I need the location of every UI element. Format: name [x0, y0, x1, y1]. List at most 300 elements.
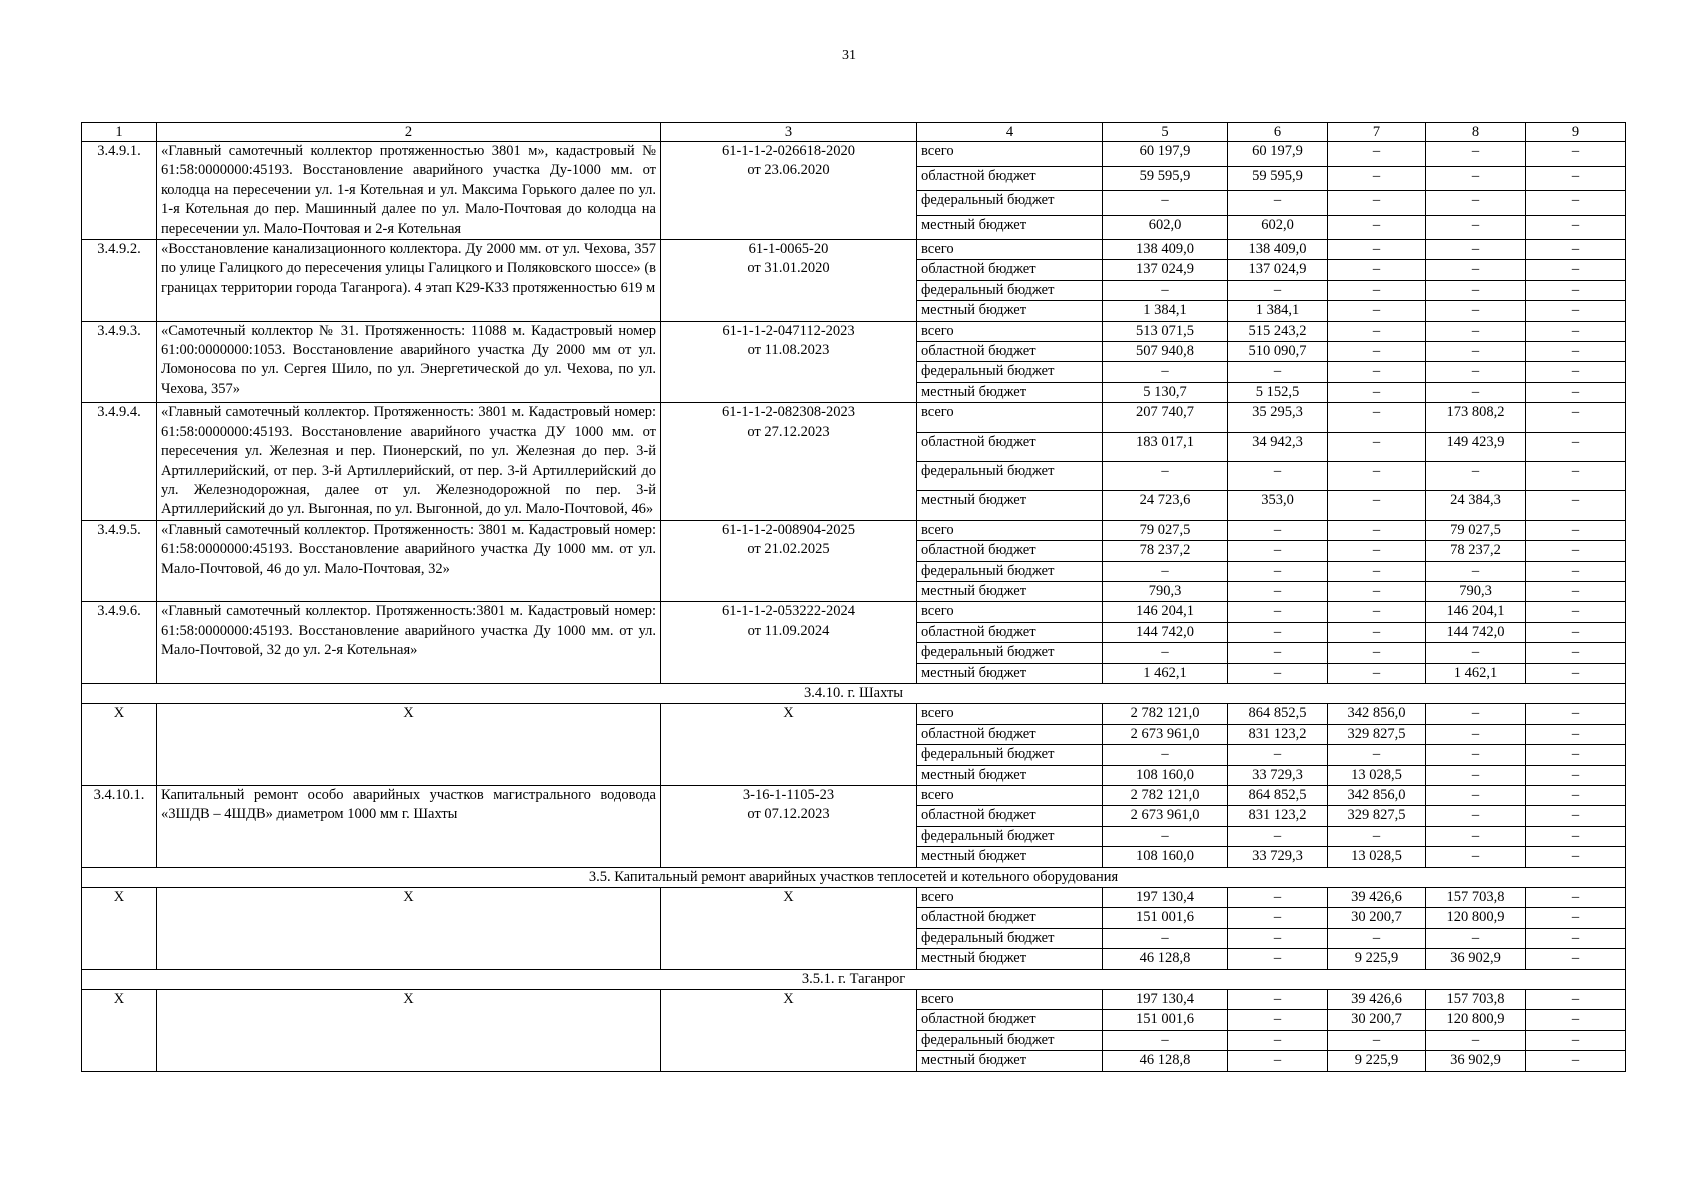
value-cell: –: [1426, 260, 1526, 280]
value-cell: 24 723,6: [1103, 491, 1228, 520]
value-cell: 78 237,2: [1103, 541, 1228, 561]
value-cell: –: [1526, 142, 1626, 167]
value-cell: –: [1426, 342, 1526, 362]
value-cell: –: [1426, 301, 1526, 321]
value-cell: –: [1228, 541, 1328, 561]
column-header: 7: [1328, 123, 1426, 142]
value-cell: –: [1228, 1010, 1328, 1030]
value-cell: 35 295,3: [1228, 403, 1328, 432]
value-cell: –: [1228, 561, 1328, 581]
budget-label: федеральный бюджет: [917, 826, 1103, 846]
value-cell: –: [1526, 928, 1626, 948]
value-cell: –: [1228, 1051, 1328, 1071]
value-cell: –: [1426, 462, 1526, 491]
reference-line: от 23.06.2020: [747, 162, 830, 179]
budget-label: федеральный бюджет: [917, 1030, 1103, 1050]
item-description: «Главный самотечный коллектор. Протяженность: 3801 м. Кадастровый номер: 61:58:0000000:45193. Восстановление аварийного участка ДУ 1000 мм. от пересечения ул. Железная и пер. Пионерский, по ул. Железная до пер. 3-й Артиллерийский, от пер. 3-й Артиллерийский, от пер. 3-й Артиллерийский до ул. Железнодорожная, далее от ул. Железнодорожной по пер. 3-й Артиллерийский до ул. Выгонная, по ул. Выгонной, до ул. Мало-Почтовой, 46»: [157, 403, 661, 520]
value-cell: –: [1328, 622, 1426, 642]
budget-label: всего: [917, 786, 1103, 806]
item-reference: [661, 403, 917, 520]
value-cell: –: [1526, 663, 1626, 683]
item-reference: [661, 520, 917, 602]
value-cell: 137 024,9: [1228, 260, 1328, 280]
value-cell: –: [1328, 581, 1426, 601]
value-cell: –: [1426, 826, 1526, 846]
table-row: [82, 142, 1626, 167]
value-cell: –: [1328, 602, 1426, 622]
value-cell: –: [1103, 462, 1228, 491]
table-row: [82, 520, 1626, 540]
value-cell: –: [1103, 561, 1228, 581]
budget-label: областной бюджет: [917, 166, 1103, 191]
value-cell: 79 027,5: [1426, 520, 1526, 540]
value-cell: –: [1426, 643, 1526, 663]
value-cell: –: [1103, 745, 1228, 765]
budget-label: местный бюджет: [917, 847, 1103, 867]
item-number: 3.4.9.2.: [82, 240, 157, 322]
section-title: 3.5. Капитальный ремонт аварийных участков теплосетей и котельного оборудования: [82, 867, 1626, 887]
budget-table: [81, 122, 1626, 1072]
section-title: 3.4.10. г. Шахты: [82, 683, 1626, 703]
value-cell: 151 001,6: [1103, 1010, 1228, 1030]
value-cell: 207 740,7: [1103, 403, 1228, 432]
budget-label: федеральный бюджет: [917, 362, 1103, 382]
value-cell: –: [1328, 342, 1426, 362]
value-cell: –: [1526, 1010, 1626, 1030]
value-cell: 108 160,0: [1103, 847, 1228, 867]
value-cell: 1 462,1: [1103, 663, 1228, 683]
reference-line: 61-1-1-2-008904-2025: [722, 521, 855, 538]
page-number: 31: [842, 48, 856, 63]
column-header-row: [82, 123, 1626, 142]
value-cell: 342 856,0: [1328, 704, 1426, 724]
value-cell: 120 800,9: [1426, 1010, 1526, 1030]
item-description: Х: [157, 704, 661, 786]
value-cell: –: [1426, 806, 1526, 826]
item-number: Х: [82, 888, 157, 970]
value-cell: 149 423,9: [1426, 432, 1526, 461]
value-cell: –: [1526, 462, 1626, 491]
value-cell: 30 200,7: [1328, 908, 1426, 928]
budget-label: всего: [917, 602, 1103, 622]
budget-label: областной бюджет: [917, 260, 1103, 280]
value-cell: 5 130,7: [1103, 382, 1228, 402]
reference-line: 61-1-0065-20: [748, 241, 829, 258]
value-cell: –: [1526, 260, 1626, 280]
value-cell: –: [1426, 382, 1526, 402]
value-cell: 831 123,2: [1228, 806, 1328, 826]
value-cell: –: [1228, 643, 1328, 663]
item-reference: [661, 321, 917, 403]
value-cell: –: [1426, 166, 1526, 191]
item-number: Х: [82, 704, 157, 786]
value-cell: 790,3: [1103, 581, 1228, 601]
value-cell: –: [1328, 215, 1426, 240]
value-cell: –: [1426, 362, 1526, 382]
value-cell: –: [1426, 704, 1526, 724]
value-cell: –: [1426, 765, 1526, 785]
column-header: 6: [1228, 123, 1328, 142]
value-cell: –: [1526, 362, 1626, 382]
item-description: Х: [157, 990, 661, 1072]
value-cell: 513 071,5: [1103, 321, 1228, 341]
value-cell: –: [1328, 643, 1426, 663]
item-number: 3.4.9.5.: [82, 520, 157, 602]
item-number: 3.4.9.3.: [82, 321, 157, 403]
item-description: «Главный самотечный коллектор протяженностью 3801 м», кадастровый № 61:58:0000000:45193. Восстановление аварийного участка Ду-1000 мм. от колодца на пересечении ул. 1-я Котельная и ул. Максима Горького далее по ул. 1-я Котельная до пер. Машинный далее по ул. Мало-Почтовая до колодца на пересечении ул. Мало-Почтовая и 2-я Котельная: [157, 142, 661, 240]
budget-label: всего: [917, 520, 1103, 540]
value-cell: 137 024,9: [1103, 260, 1228, 280]
column-header: 5: [1103, 123, 1228, 142]
budget-label: всего: [917, 321, 1103, 341]
value-cell: –: [1526, 990, 1626, 1010]
value-cell: 329 827,5: [1328, 724, 1426, 744]
value-cell: 13 028,5: [1328, 847, 1426, 867]
reference-line: от 27.12.2023: [747, 423, 830, 440]
value-cell: –: [1228, 990, 1328, 1010]
budget-label: областной бюджет: [917, 1010, 1103, 1030]
section-title: 3.5.1. г. Таганрог: [82, 969, 1626, 989]
reference-line: 3-16-1-1105-23: [742, 787, 835, 803]
value-cell: –: [1526, 520, 1626, 540]
item-description: «Самотечный коллектор № 31. Протяженность: 11088 м. Кадастровый номер 61:00:0000000:1053. Восстановление аварийного участка Ду 2000 мм от ул. Ломоносова по ул. Сергея Шило, по ул. Энергетической до ул. Чехова, по ул. Чехова, 357»: [157, 321, 661, 403]
value-cell: –: [1526, 166, 1626, 191]
value-cell: 144 742,0: [1103, 622, 1228, 642]
budget-label: всего: [917, 704, 1103, 724]
value-cell: –: [1526, 622, 1626, 642]
column-header: 4: [917, 123, 1103, 142]
value-cell: –: [1228, 826, 1328, 846]
value-cell: –: [1426, 724, 1526, 744]
value-cell: –: [1526, 704, 1626, 724]
column-header: 3: [661, 123, 917, 142]
value-cell: –: [1328, 166, 1426, 191]
value-cell: 2 673 961,0: [1103, 724, 1228, 744]
budget-label: областной бюджет: [917, 908, 1103, 928]
value-cell: –: [1328, 491, 1426, 520]
value-cell: –: [1526, 491, 1626, 520]
value-cell: –: [1526, 321, 1626, 341]
budget-label: федеральный бюджет: [917, 561, 1103, 581]
budget-label: областной бюджет: [917, 342, 1103, 362]
value-cell: 353,0: [1228, 491, 1328, 520]
value-cell: 151 001,6: [1103, 908, 1228, 928]
value-cell: –: [1328, 321, 1426, 341]
value-cell: 2 673 961,0: [1103, 806, 1228, 826]
value-cell: 79 027,5: [1103, 520, 1228, 540]
value-cell: –: [1103, 826, 1228, 846]
value-cell: –: [1426, 561, 1526, 581]
table-row: [82, 704, 1626, 724]
value-cell: 108 160,0: [1103, 765, 1228, 785]
value-cell: 9 225,9: [1328, 949, 1426, 969]
value-cell: –: [1103, 928, 1228, 948]
reference-line: 61-1-1-2-053222-2024: [722, 603, 855, 620]
value-cell: –: [1228, 191, 1328, 216]
value-cell: 5 152,5: [1228, 382, 1328, 402]
budget-label: местный бюджет: [917, 301, 1103, 321]
budget-label: федеральный бюджет: [917, 928, 1103, 948]
budget-label: федеральный бюджет: [917, 643, 1103, 663]
value-cell: –: [1228, 949, 1328, 969]
value-cell: 59 595,9: [1228, 166, 1328, 191]
table-row: [82, 602, 1626, 622]
value-cell: 507 940,8: [1103, 342, 1228, 362]
reference-line: Х: [783, 991, 794, 1008]
table-row: [82, 403, 1626, 432]
value-cell: –: [1228, 1030, 1328, 1050]
value-cell: –: [1526, 301, 1626, 321]
value-cell: –: [1228, 663, 1328, 683]
value-cell: 146 204,1: [1103, 602, 1228, 622]
value-cell: 790,3: [1426, 581, 1526, 601]
value-cell: –: [1228, 888, 1328, 908]
budget-label: областной бюджет: [917, 432, 1103, 461]
value-cell: –: [1328, 663, 1426, 683]
section-row: [82, 867, 1626, 887]
table-row: [82, 990, 1626, 1010]
value-cell: –: [1328, 280, 1426, 300]
budget-label: областной бюджет: [917, 541, 1103, 561]
budget-label: областной бюджет: [917, 724, 1103, 744]
value-cell: –: [1228, 362, 1328, 382]
value-cell: 59 595,9: [1103, 166, 1228, 191]
value-cell: 138 409,0: [1228, 240, 1328, 260]
value-cell: 39 426,6: [1328, 888, 1426, 908]
value-cell: –: [1526, 342, 1626, 362]
item-description: Капитальный ремонт особо аварийных участков магистрального водовода «3ШДВ – 4ШДВ» диаметром 1000 мм г. Шахты: [157, 786, 661, 868]
value-cell: 864 852,5: [1228, 786, 1328, 806]
value-cell: 60 197,9: [1103, 142, 1228, 167]
value-cell: 831 123,2: [1228, 724, 1328, 744]
budget-label: всего: [917, 403, 1103, 432]
item-reference: [661, 240, 917, 322]
value-cell: –: [1526, 240, 1626, 260]
budget-label: федеральный бюджет: [917, 280, 1103, 300]
item-number: 3.4.9.1.: [82, 142, 157, 240]
value-cell: –: [1103, 362, 1228, 382]
value-cell: –: [1328, 520, 1426, 540]
value-cell: –: [1526, 561, 1626, 581]
item-reference: [661, 786, 917, 868]
reference-line: 61-1-1-2-047112-2023: [722, 322, 855, 339]
value-cell: 342 856,0: [1328, 786, 1426, 806]
value-cell: –: [1328, 432, 1426, 461]
value-cell: 183 017,1: [1103, 432, 1228, 461]
budget-label: всего: [917, 240, 1103, 260]
item-description: «Главный самотечный коллектор. Протяженность:3801 м. Кадастровый номер: 61:58:0000000:45193. Восстановление аварийного участка Ду 1000 мм. от ул. Мало-Почтовой, 32 до ул. 2-я Котельная»: [157, 602, 661, 684]
value-cell: 510 090,7: [1228, 342, 1328, 362]
value-cell: –: [1526, 949, 1626, 969]
item-reference: [661, 142, 917, 240]
budget-label: федеральный бюджет: [917, 745, 1103, 765]
value-cell: –: [1328, 191, 1426, 216]
value-cell: –: [1228, 602, 1328, 622]
value-cell: –: [1526, 724, 1626, 744]
value-cell: 9 225,9: [1328, 1051, 1426, 1071]
item-reference: [661, 602, 917, 684]
value-cell: –: [1103, 280, 1228, 300]
value-cell: 157 703,8: [1426, 888, 1526, 908]
value-cell: 24 384,3: [1426, 491, 1526, 520]
value-cell: –: [1328, 362, 1426, 382]
column-header: 2: [157, 123, 661, 142]
value-cell: –: [1526, 1030, 1626, 1050]
value-cell: 602,0: [1103, 215, 1228, 240]
value-cell: 33 729,3: [1228, 847, 1328, 867]
value-cell: 2 782 121,0: [1103, 704, 1228, 724]
item-number: 3.4.9.4.: [82, 403, 157, 520]
value-cell: –: [1426, 847, 1526, 867]
value-cell: –: [1228, 622, 1328, 642]
value-cell: –: [1328, 260, 1426, 280]
budget-label: местный бюджет: [917, 382, 1103, 402]
budget-label: федеральный бюджет: [917, 462, 1103, 491]
value-cell: –: [1526, 581, 1626, 601]
budget-label: местный бюджет: [917, 491, 1103, 520]
value-cell: 515 243,2: [1228, 321, 1328, 341]
value-cell: 60 197,9: [1228, 142, 1328, 167]
budget-label: федеральный бюджет: [917, 191, 1103, 216]
table-row: [82, 888, 1626, 908]
item-description: Х: [157, 888, 661, 970]
table-row: [82, 786, 1626, 806]
value-cell: –: [1103, 191, 1228, 216]
value-cell: 157 703,8: [1426, 990, 1526, 1010]
item-reference: [661, 990, 917, 1072]
budget-label: всего: [917, 888, 1103, 908]
value-cell: –: [1328, 403, 1426, 432]
value-cell: –: [1526, 215, 1626, 240]
reference-line: от 11.08.2023: [747, 342, 830, 359]
value-cell: –: [1103, 1030, 1228, 1050]
budget-label: местный бюджет: [917, 663, 1103, 683]
value-cell: 2 782 121,0: [1103, 786, 1228, 806]
value-cell: –: [1426, 321, 1526, 341]
value-cell: –: [1526, 765, 1626, 785]
value-cell: –: [1328, 541, 1426, 561]
table-row: [82, 321, 1626, 341]
value-cell: –: [1426, 928, 1526, 948]
item-number: 3.4.10.1.: [82, 786, 157, 868]
value-cell: –: [1426, 142, 1526, 167]
value-cell: –: [1526, 432, 1626, 461]
column-header: 9: [1526, 123, 1626, 142]
value-cell: –: [1426, 745, 1526, 765]
reference-line: от 21.02.2025: [747, 541, 830, 558]
item-number: Х: [82, 990, 157, 1072]
budget-label: местный бюджет: [917, 949, 1103, 969]
value-cell: –: [1526, 643, 1626, 663]
value-cell: 329 827,5: [1328, 806, 1426, 826]
value-cell: 173 808,2: [1426, 403, 1526, 432]
budget-label: местный бюджет: [917, 215, 1103, 240]
value-cell: 1 384,1: [1228, 301, 1328, 321]
value-cell: –: [1526, 541, 1626, 561]
value-cell: –: [1426, 1030, 1526, 1050]
value-cell: –: [1328, 826, 1426, 846]
section-row: [82, 969, 1626, 989]
value-cell: 144 742,0: [1426, 622, 1526, 642]
value-cell: –: [1526, 908, 1626, 928]
value-cell: –: [1328, 382, 1426, 402]
value-cell: 864 852,5: [1228, 704, 1328, 724]
value-cell: –: [1328, 301, 1426, 321]
reference-line: 61-1-1-2-026618-2020: [722, 143, 855, 159]
value-cell: 602,0: [1228, 215, 1328, 240]
value-cell: 39 426,6: [1328, 990, 1426, 1010]
value-cell: 46 128,8: [1103, 949, 1228, 969]
value-cell: –: [1228, 908, 1328, 928]
value-cell: –: [1526, 847, 1626, 867]
section-row: [82, 683, 1626, 703]
value-cell: –: [1426, 215, 1526, 240]
value-cell: 197 130,4: [1103, 888, 1228, 908]
value-cell: –: [1526, 806, 1626, 826]
item-reference: [661, 888, 917, 970]
value-cell: –: [1426, 786, 1526, 806]
value-cell: –: [1526, 826, 1626, 846]
value-cell: 78 237,2: [1426, 541, 1526, 561]
reference-line: от 07.12.2023: [747, 806, 830, 823]
value-cell: –: [1526, 403, 1626, 432]
budget-label: местный бюджет: [917, 765, 1103, 785]
reference-line: Х: [783, 889, 794, 906]
value-cell: –: [1526, 745, 1626, 765]
value-cell: –: [1526, 191, 1626, 216]
value-cell: 1 384,1: [1103, 301, 1228, 321]
column-header: 8: [1426, 123, 1526, 142]
value-cell: –: [1228, 745, 1328, 765]
value-cell: 30 200,7: [1328, 1010, 1426, 1030]
reference-line: от 31.01.2020: [747, 260, 830, 277]
value-cell: –: [1426, 240, 1526, 260]
value-cell: –: [1228, 928, 1328, 948]
value-cell: –: [1526, 280, 1626, 300]
value-cell: –: [1103, 643, 1228, 663]
value-cell: 36 902,9: [1426, 1051, 1526, 1071]
value-cell: 46 128,8: [1103, 1051, 1228, 1071]
value-cell: 1 462,1: [1426, 663, 1526, 683]
value-cell: –: [1526, 786, 1626, 806]
value-cell: 36 902,9: [1426, 949, 1526, 969]
value-cell: –: [1328, 1030, 1426, 1050]
budget-label: местный бюджет: [917, 1051, 1103, 1071]
value-cell: –: [1526, 1051, 1626, 1071]
value-cell: 138 409,0: [1103, 240, 1228, 260]
value-cell: –: [1228, 280, 1328, 300]
value-cell: –: [1228, 462, 1328, 491]
value-cell: –: [1426, 191, 1526, 216]
item-description: «Восстановление канализационного коллектора. Ду 2000 мм. от ул. Чехова, 357 по улице Галицкого до пересечения улицы Галицкого и Поляковского шоссе» (в границах территории города Таганрога). 4 этап К29-К33 протяженностью 619 м: [157, 240, 661, 322]
value-cell: 197 130,4: [1103, 990, 1228, 1010]
budget-label: областной бюджет: [917, 622, 1103, 642]
value-cell: –: [1328, 745, 1426, 765]
budget-label: всего: [917, 990, 1103, 1010]
item-description: «Главный самотечный коллектор. Протяженность: 3801 м. Кадастровый номер: 61:58:0000000:45193. Восстановление аварийного участка Ду 1000 мм. от ул. Мало-Почтовой, 46 до ул. Мало-Почтовая, 32»: [157, 520, 661, 602]
item-reference: [661, 704, 917, 786]
value-cell: 120 800,9: [1426, 908, 1526, 928]
value-cell: 34 942,3: [1228, 432, 1328, 461]
value-cell: –: [1328, 928, 1426, 948]
value-cell: –: [1526, 602, 1626, 622]
reference-line: 61-1-1-2-082308-2023: [722, 404, 855, 421]
value-cell: –: [1426, 280, 1526, 300]
value-cell: 33 729,3: [1228, 765, 1328, 785]
table-body: [82, 123, 1626, 1072]
value-cell: –: [1228, 520, 1328, 540]
value-cell: 146 204,1: [1426, 602, 1526, 622]
